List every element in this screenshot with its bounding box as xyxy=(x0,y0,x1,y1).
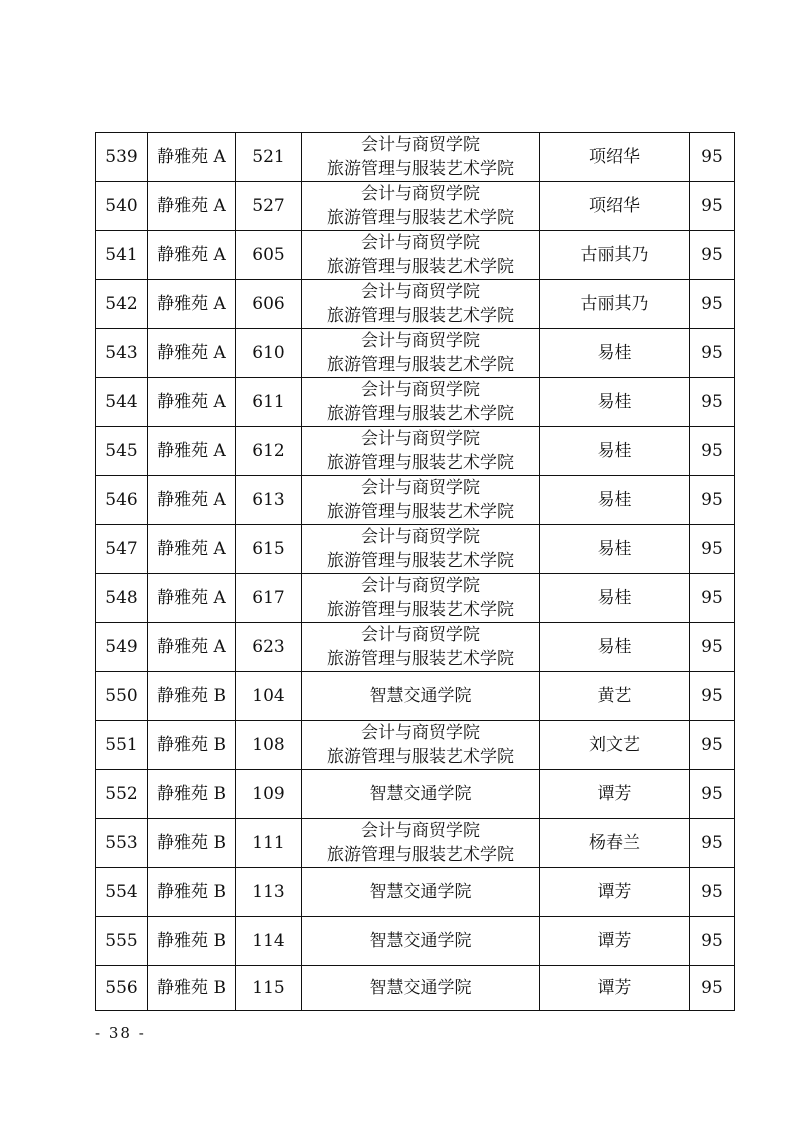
cell-number: 552 xyxy=(96,770,148,819)
cell-college xyxy=(302,819,540,868)
college-line-1: 会计与商贸学院 xyxy=(361,821,480,841)
college-line-2: 旅游管理与服装艺术学院 xyxy=(327,306,514,326)
cell-building: 静雅苑 A xyxy=(148,476,236,525)
cell-name: 易桂 xyxy=(540,378,690,427)
cell-building: 静雅苑 A xyxy=(148,623,236,672)
table-body xyxy=(96,133,735,1011)
cell-score: 95 xyxy=(690,623,735,672)
cell-building: 静雅苑 A xyxy=(148,378,236,427)
table-row xyxy=(96,525,735,574)
cell-number: 547 xyxy=(96,525,148,574)
cell-building: 静雅苑 B xyxy=(148,819,236,868)
cell-room: 617 xyxy=(236,574,302,623)
cell-building: 静雅苑 B xyxy=(148,721,236,770)
table-row xyxy=(96,133,735,182)
college-line-2: 旅游管理与服装艺术学院 xyxy=(327,404,514,424)
cell-score: 95 xyxy=(690,770,735,819)
table-row xyxy=(96,329,735,378)
cell-college xyxy=(302,182,540,231)
college-line-1: 会计与商贸学院 xyxy=(361,184,480,204)
cell-college xyxy=(302,231,540,280)
cell-score: 95 xyxy=(690,231,735,280)
cell-number: 540 xyxy=(96,182,148,231)
college-line-1: 会计与商贸学院 xyxy=(361,478,480,498)
cell-building: 静雅苑 A xyxy=(148,329,236,378)
cell-score: 95 xyxy=(690,917,735,966)
college-line-1: 智慧交通学院 xyxy=(369,978,472,998)
cell-room: 606 xyxy=(236,280,302,329)
cell-name: 谭芳 xyxy=(540,770,690,819)
college-line-1: 会计与商贸学院 xyxy=(361,233,480,253)
cell-room: 612 xyxy=(236,427,302,476)
college-line-1: 会计与商贸学院 xyxy=(361,625,480,645)
college-line-1: 会计与商贸学院 xyxy=(361,135,480,155)
cell-number: 553 xyxy=(96,819,148,868)
cell-number: 555 xyxy=(96,917,148,966)
cell-college xyxy=(302,721,540,770)
cell-room: 115 xyxy=(236,966,302,1011)
cell-college xyxy=(302,329,540,378)
college-line-1: 会计与商贸学院 xyxy=(361,331,480,351)
cell-score: 95 xyxy=(690,966,735,1011)
college-line-1: 智慧交通学院 xyxy=(369,784,472,804)
cell-number: 542 xyxy=(96,280,148,329)
cell-score: 95 xyxy=(690,182,735,231)
table-row xyxy=(96,182,735,231)
college-line-1: 会计与商贸学院 xyxy=(361,282,480,302)
cell-room: 527 xyxy=(236,182,302,231)
cell-number: 544 xyxy=(96,378,148,427)
cell-name: 刘文艺 xyxy=(540,721,690,770)
cell-score: 95 xyxy=(690,721,735,770)
cell-name: 易桂 xyxy=(540,525,690,574)
college-line-1: 会计与商贸学院 xyxy=(361,576,480,596)
cell-college xyxy=(302,917,540,966)
college-line-2: 旅游管理与服装艺术学院 xyxy=(327,159,514,179)
table-row xyxy=(96,819,735,868)
cell-room: 615 xyxy=(236,525,302,574)
college-line-2: 旅游管理与服装艺术学院 xyxy=(327,845,514,865)
cell-room: 521 xyxy=(236,133,302,182)
cell-score: 95 xyxy=(690,476,735,525)
cell-building: 静雅苑 A xyxy=(148,133,236,182)
college-line-2: 旅游管理与服装艺术学院 xyxy=(327,649,514,669)
cell-building: 静雅苑 B xyxy=(148,966,236,1011)
cell-name: 项绍华 xyxy=(540,182,690,231)
cell-number: 541 xyxy=(96,231,148,280)
college-line-2: 旅游管理与服装艺术学院 xyxy=(327,208,514,228)
table-row xyxy=(96,231,735,280)
cell-college xyxy=(302,672,540,721)
cell-score: 95 xyxy=(690,672,735,721)
cell-college xyxy=(302,427,540,476)
table-row xyxy=(96,966,735,1011)
cell-college xyxy=(302,966,540,1011)
college-line-2: 旅游管理与服装艺术学院 xyxy=(327,355,514,375)
page-number: - 38 - xyxy=(95,1024,146,1042)
cell-building: 静雅苑 A xyxy=(148,182,236,231)
cell-name: 谭芳 xyxy=(540,917,690,966)
cell-number: 554 xyxy=(96,868,148,917)
table-row xyxy=(96,280,735,329)
cell-room: 623 xyxy=(236,623,302,672)
college-line-2: 旅游管理与服装艺术学院 xyxy=(327,551,514,571)
cell-name: 易桂 xyxy=(540,623,690,672)
college-line-2: 旅游管理与服装艺术学院 xyxy=(327,502,514,522)
cell-room: 111 xyxy=(236,819,302,868)
table-row xyxy=(96,476,735,525)
college-line-2: 旅游管理与服装艺术学院 xyxy=(327,747,514,767)
cell-college xyxy=(302,574,540,623)
cell-name: 易桂 xyxy=(540,427,690,476)
cell-room: 611 xyxy=(236,378,302,427)
cell-name: 项绍华 xyxy=(540,133,690,182)
cell-score: 95 xyxy=(690,868,735,917)
table-row xyxy=(96,868,735,917)
cell-score: 95 xyxy=(690,574,735,623)
cell-number: 551 xyxy=(96,721,148,770)
cell-college xyxy=(302,280,540,329)
cell-name: 黄艺 xyxy=(540,672,690,721)
cell-score: 95 xyxy=(690,280,735,329)
cell-name: 易桂 xyxy=(540,329,690,378)
table-row xyxy=(96,721,735,770)
cell-college xyxy=(302,868,540,917)
cell-number: 543 xyxy=(96,329,148,378)
college-line-1: 会计与商贸学院 xyxy=(361,527,480,547)
cell-name: 古丽其乃 xyxy=(540,231,690,280)
cell-building: 静雅苑 A xyxy=(148,280,236,329)
college-line-1: 会计与商贸学院 xyxy=(361,380,480,400)
cell-college xyxy=(302,378,540,427)
cell-number: 548 xyxy=(96,574,148,623)
table-row xyxy=(96,917,735,966)
cell-score: 95 xyxy=(690,378,735,427)
cell-number: 539 xyxy=(96,133,148,182)
cell-name: 谭芳 xyxy=(540,868,690,917)
cell-room: 113 xyxy=(236,868,302,917)
cell-room: 109 xyxy=(236,770,302,819)
cell-college xyxy=(302,476,540,525)
cell-name: 易桂 xyxy=(540,476,690,525)
college-line-2: 旅游管理与服装艺术学院 xyxy=(327,453,514,473)
cell-score: 95 xyxy=(690,329,735,378)
table-row xyxy=(96,427,735,476)
dormitory-inspection-table xyxy=(95,132,735,1011)
cell-building: 静雅苑 A xyxy=(148,525,236,574)
cell-building: 静雅苑 B xyxy=(148,868,236,917)
college-line-2: 旅游管理与服装艺术学院 xyxy=(327,600,514,620)
cell-room: 610 xyxy=(236,329,302,378)
cell-building: 静雅苑 B xyxy=(148,672,236,721)
cell-name: 易桂 xyxy=(540,574,690,623)
cell-room: 104 xyxy=(236,672,302,721)
cell-number: 549 xyxy=(96,623,148,672)
college-line-1: 会计与商贸学院 xyxy=(361,723,480,743)
cell-score: 95 xyxy=(690,819,735,868)
cell-building: 静雅苑 A xyxy=(148,427,236,476)
cell-number: 556 xyxy=(96,966,148,1011)
cell-name: 杨春兰 xyxy=(540,819,690,868)
cell-college xyxy=(302,770,540,819)
cell-score: 95 xyxy=(690,427,735,476)
cell-building: 静雅苑 A xyxy=(148,574,236,623)
table-row xyxy=(96,574,735,623)
cell-score: 95 xyxy=(690,525,735,574)
cell-name: 古丽其乃 xyxy=(540,280,690,329)
cell-score: 95 xyxy=(690,133,735,182)
college-line-1: 智慧交通学院 xyxy=(369,686,472,706)
cell-building: 静雅苑 B xyxy=(148,770,236,819)
cell-number: 545 xyxy=(96,427,148,476)
cell-college xyxy=(302,133,540,182)
cell-college xyxy=(302,623,540,672)
cell-number: 550 xyxy=(96,672,148,721)
cell-room: 613 xyxy=(236,476,302,525)
cell-number: 546 xyxy=(96,476,148,525)
cell-name: 谭芳 xyxy=(540,966,690,1011)
cell-room: 108 xyxy=(236,721,302,770)
college-line-1: 会计与商贸学院 xyxy=(361,429,480,449)
table-row xyxy=(96,378,735,427)
college-line-1: 智慧交通学院 xyxy=(369,931,472,951)
college-line-2: 旅游管理与服装艺术学院 xyxy=(327,257,514,277)
cell-room: 605 xyxy=(236,231,302,280)
college-line-1: 智慧交通学院 xyxy=(369,882,472,902)
table-row xyxy=(96,770,735,819)
cell-building: 静雅苑 B xyxy=(148,917,236,966)
cell-building: 静雅苑 A xyxy=(148,231,236,280)
table-row xyxy=(96,672,735,721)
cell-room: 114 xyxy=(236,917,302,966)
table-row xyxy=(96,623,735,672)
cell-college xyxy=(302,525,540,574)
